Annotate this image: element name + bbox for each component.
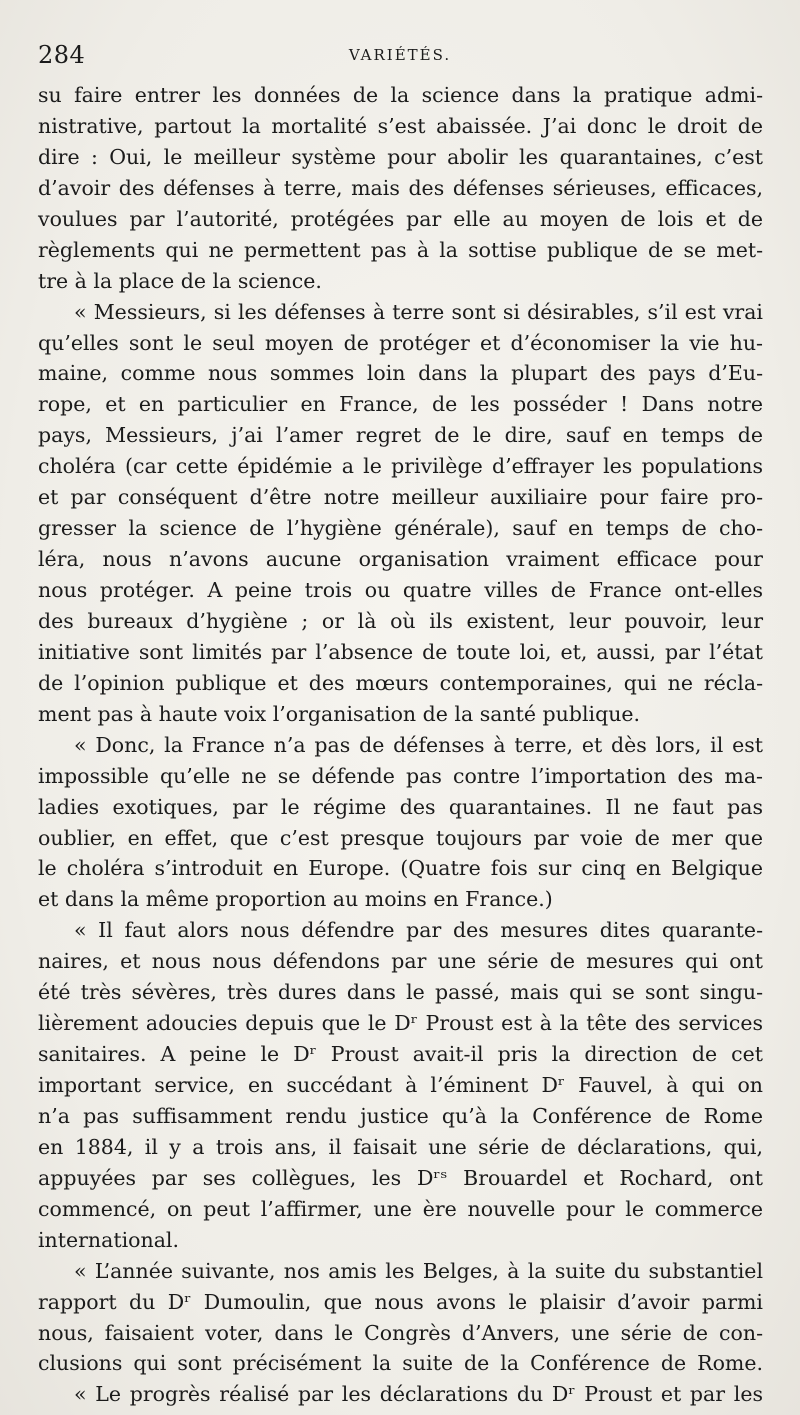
text-line: gresser la science de l’hygiène générale), sauf en temps de cho- xyxy=(38,516,763,541)
text-line: nistrative, partout la mortalité s’est abaissée. J’ai donc le droit de xyxy=(38,113,763,138)
text-line: le choléra s’introduit en Europe. (Quatre fois sur cinq en Belgique xyxy=(38,856,763,881)
text-line: choléra (car cette épidémie a le privilège d’effrayer les populations xyxy=(38,454,763,479)
text-line: et dans la même proportion au moins en France.) xyxy=(38,887,553,912)
page-header xyxy=(38,40,762,70)
text-line: ment pas à haute voix l’organisation de la santé publique. xyxy=(38,701,641,726)
text-line: clusions qui sont précisément la suite de la Conférence de Rome. xyxy=(38,1351,763,1376)
text-line: oublier, en effet, que c’est presque toujours par voie de mer que xyxy=(38,825,763,850)
text-line: tre à la place de la science. xyxy=(38,268,322,293)
text-line: sanitaires. A peine le Dʳ Proust avait-il pris la direction de cet xyxy=(38,1042,763,1067)
text-line: été très sévères, très dures dans le passé, mais qui se sont singu- xyxy=(38,980,763,1005)
body-text xyxy=(38,80,763,1410)
text-line: des bureaux d’hygiène ; or là où ils existent, leur pouvoir, leur xyxy=(38,608,763,633)
text-line: qu’elles sont le seul moyen de protéger et d’économiser la vie hu- xyxy=(38,330,763,355)
running-title: VARIÉTÉS. xyxy=(348,46,452,64)
text-line: pays, Messieurs, j’ai l’amer regret de le dire, sauf en temps de xyxy=(38,423,763,448)
text-line: « Donc, la France n’a pas de défenses à terre, et dès lors, il est xyxy=(74,732,763,757)
text-line: maine, comme nous sommes loin dans la plupart des pays d’Eu- xyxy=(38,361,763,386)
text-line: dire : Oui, le meilleur système pour abolir les quarantaines, c’est xyxy=(38,144,763,169)
text-line: règlements qui ne permettent pas à la sottise publique de se met- xyxy=(38,237,763,262)
text-line: léra, nous n’avons aucune organisation vraiment efficace pour xyxy=(38,547,763,572)
text-line: voulues par l’autorité, protégées par elle au moyen de lois et de xyxy=(38,206,763,231)
text-line: de l’opinion publique et des mœurs contemporaines, qui ne récla- xyxy=(38,670,763,695)
page-number: 284 xyxy=(38,41,86,69)
text-line: su faire entrer les données de la science dans la pratique admi- xyxy=(38,83,763,107)
text-line: « Le progrès réalisé par les déclarations du Dʳ Proust et par les xyxy=(74,1382,763,1407)
text-line: n’a pas suffisamment rendu justice qu’à la Conférence de Rome xyxy=(38,1103,763,1128)
text-line: appuyées par ses collègues, les Dʳˢ Brouardel et Rochard, ont xyxy=(38,1165,763,1190)
text-line: ladies exotiques, par le régime des quarantaines. Il ne faut pas xyxy=(38,794,763,819)
text-line: et par conséquent d’être notre meilleur auxiliaire pour faire pro- xyxy=(38,485,763,510)
text-line: rope, et en particulier en France, de les posséder ! Dans notre xyxy=(38,392,763,417)
text-line: « Il faut alors nous défendre par des mesures dites quarante- xyxy=(74,918,763,943)
text-line: « L’année suivante, nos amis les Belges, à la suite du substantiel xyxy=(74,1258,763,1283)
text-line: commencé, on peut l’affirmer, une ère nouvelle pour le commerce xyxy=(38,1196,763,1221)
text-line: important service, en succédant à l’éminent Dʳ Fauvel, à qui on xyxy=(38,1073,763,1097)
text-line: rapport du Dʳ Dumoulin, que nous avons le plaisir d’avoir parmi xyxy=(38,1289,763,1314)
text-line: initiative sont limités par l’absence de toute loi, et, aussi, par l’état xyxy=(38,639,763,664)
text-line: impossible qu’elle ne se défende pas contre l’importation des ma- xyxy=(38,763,763,788)
text-line: naires, et nous nous défendons par une série de mesures qui ont xyxy=(38,949,763,974)
text-line: d’avoir des défenses à terre, mais des défenses sérieuses, efficaces, xyxy=(38,175,763,200)
text-line: en 1884, il y a trois ans, il faisait une série de déclarations, qui, xyxy=(38,1134,763,1159)
text-line: nous, faisaient voter, dans le Congrès d’Anvers, une série de con- xyxy=(38,1320,763,1345)
text-line: « Messieurs, si les défenses à terre sont si désirables, s’il est vrai xyxy=(74,299,763,324)
text-line: international. xyxy=(38,1227,179,1252)
text-line: lièrement adoucies depuis que le Dʳ Proust est à la tête des services xyxy=(38,1011,763,1036)
text-line: nous protéger. A peine trois ou quatre villes de France ont-elles xyxy=(38,578,763,602)
